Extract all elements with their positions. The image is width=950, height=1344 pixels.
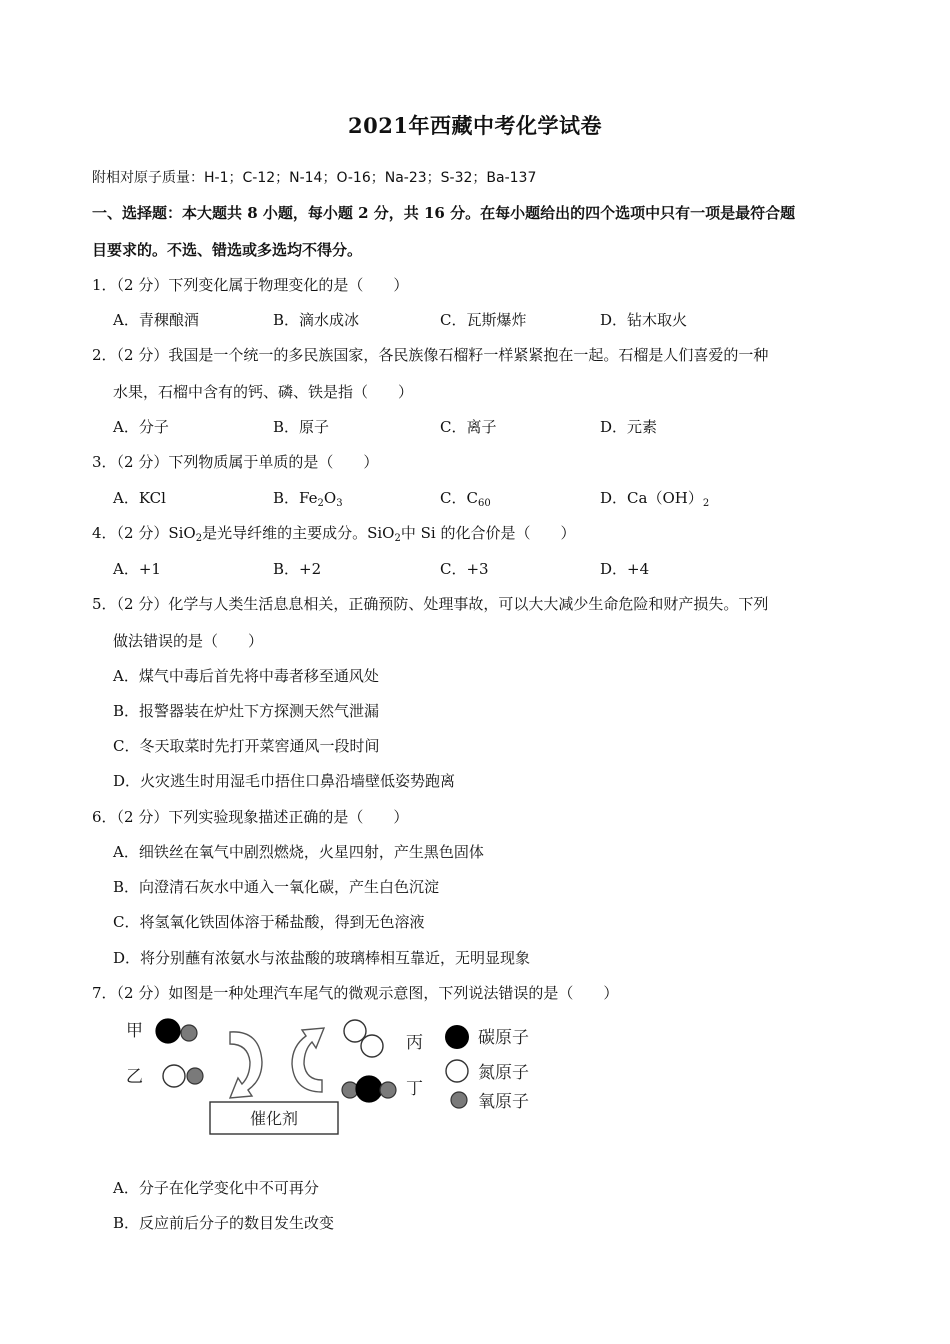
question-2-stem-line-1: 2．（2 分）我国是一个统一的多民族国家，各民族像石榴籽一样紧紧抱在一起。石榴是人们喜爱的一种: [92, 346, 769, 364]
question-2-option-d: D．元素: [600, 418, 658, 436]
question-6-option-a: A．细铁丝在氧气中剧烈燃烧，火星四射，产生黑色固体: [113, 843, 484, 861]
question-5-option-b: B．报警器装在炉灶下方探测天然气泄漏: [113, 702, 380, 720]
question-2-option-c: C．离子: [440, 418, 497, 436]
molecule-bing: [344, 1020, 383, 1057]
question-4-option-b: B．+2: [273, 560, 322, 578]
question-6-option-b: B．向澄清石灰水中通入一氧化碳，产生白色沉淀: [113, 878, 440, 896]
question-5-option-d: D．火灾逃生时用湿毛巾捂住口鼻沿墙壁低姿势跑离: [113, 772, 456, 790]
subscript: 2: [195, 533, 203, 544]
question-5-stem-line-2: 做法错误的是（ ）: [113, 632, 264, 650]
subscript: 2: [317, 498, 324, 509]
stem-text: 是光导纤维的主要成分。SiO: [202, 524, 395, 542]
question-5-option-c: C．冬天取菜时先打开菜窖通风一段时间: [113, 737, 380, 755]
question-5-stem-line-1: 5．（2 分）化学与人类生活息息相关，正确预防、处理事故，可以大大减少生命危险和财产损失。下列: [92, 595, 769, 613]
stem-text: 中 Si 的化合价是（ ）: [400, 524, 576, 542]
question-4-option-d: D．+4: [600, 560, 650, 578]
legend: [445, 1025, 529, 1112]
subscript: 2: [394, 533, 401, 544]
question-4-option-c: C．+3: [440, 560, 489, 578]
question-3-option-c: [440, 488, 491, 508]
label-bing: 丙: [406, 1033, 423, 1053]
question-2-option-b: B．原子: [273, 418, 330, 436]
subscript: 3: [336, 498, 343, 509]
question-6-option-c: C．将氢氧化铁固体溶于稀盐酸，得到无色溶液: [113, 913, 425, 931]
question-1-option-a: A．青稞酿酒: [113, 311, 199, 329]
catalyst-label: 催化剂: [249, 1109, 299, 1128]
legend-carbon-label: 碳原子: [478, 1028, 529, 1048]
question-2-option-a: A．分子: [113, 418, 169, 436]
question-2-stem-line-2: 水果，石榴中含有的钙、磷、铁是指（ ）: [113, 383, 414, 401]
question-1-stem: 1．（2 分）下列变化属于物理变化的是（ ）: [92, 276, 409, 294]
reaction-diagram: [110, 1010, 560, 1140]
molecule-yi: [163, 1065, 203, 1087]
question-7-option-a: A．分子在化学变化中不可再分: [113, 1179, 319, 1197]
label-jia: 甲: [126, 1021, 143, 1041]
question-6-stem: 6．（2 分）下列实验现象描述正确的是（ ）: [92, 808, 409, 826]
page-title: 2021年西藏中考化学试卷: [348, 113, 602, 138]
label-yi: 乙: [126, 1067, 143, 1087]
question-3-option-b: [273, 488, 343, 508]
formula-text: B．Fe: [273, 489, 318, 507]
question-3-option-d: [600, 488, 709, 508]
section-instructions-line-2: 目要求的。不选、错选或多选均不得分。: [92, 241, 363, 259]
question-4-stem: [92, 523, 575, 543]
atomic-masses-note: 附相对原子质量：H-1；C-12；N-14；O-16；Na-23；S-32；Ba-137: [92, 170, 537, 186]
formula-text: C．C: [440, 489, 478, 507]
arrow-down-icon: [230, 1032, 262, 1098]
molecule-jia: [156, 1019, 197, 1043]
section-instructions-line-1: 一、选择题：本大题共 8 小题，每小题 2 分，共 16 分。在每小题给出的四个选项中只有一项是最符合题: [92, 204, 796, 222]
formula-text: O: [323, 489, 337, 507]
molecule-ding: [342, 1076, 396, 1102]
legend-nitrogen-label: 氮原子: [478, 1063, 529, 1083]
question-1-option-c: C．瓦斯爆炸: [440, 311, 527, 329]
question-1-option-b: B．滴水成冰: [273, 311, 360, 329]
question-7-stem: 7．（2 分）如图是一种处理汽车尾气的微观示意图，下列说法错误的是（ ）: [92, 984, 619, 1002]
subscript: 2: [702, 498, 710, 509]
question-6-option-d: D．将分别蘸有浓氨水与浓盐酸的玻璃棒相互靠近，无明显现象: [113, 949, 531, 967]
oxygen-atom-icon: [451, 1092, 467, 1108]
question-3-stem: 3．（2 分）下列物质属于单质的是（ ）: [92, 453, 379, 471]
label-ding: 丁: [406, 1079, 423, 1099]
question-7-option-b: B．反应前后分子的数目发生改变: [113, 1214, 335, 1232]
question-3-option-a: A．KCl: [113, 489, 166, 507]
subscript: 60: [477, 498, 491, 509]
question-1-option-d: D．钻木取火: [600, 311, 688, 329]
arrow-up-icon: [292, 1028, 324, 1092]
legend-oxygen-label: 氧原子: [478, 1092, 529, 1112]
question-5-option-a: A．煤气中毒后首先将中毒者移至通风处: [113, 667, 379, 685]
stem-text: 4．（2 分）SiO: [92, 524, 196, 542]
nitrogen-atom-icon: [446, 1060, 468, 1082]
formula-text: D．Ca（OH）: [600, 489, 703, 507]
carbon-atom-icon: [445, 1025, 469, 1049]
question-4-option-a: A．+1: [113, 560, 161, 578]
